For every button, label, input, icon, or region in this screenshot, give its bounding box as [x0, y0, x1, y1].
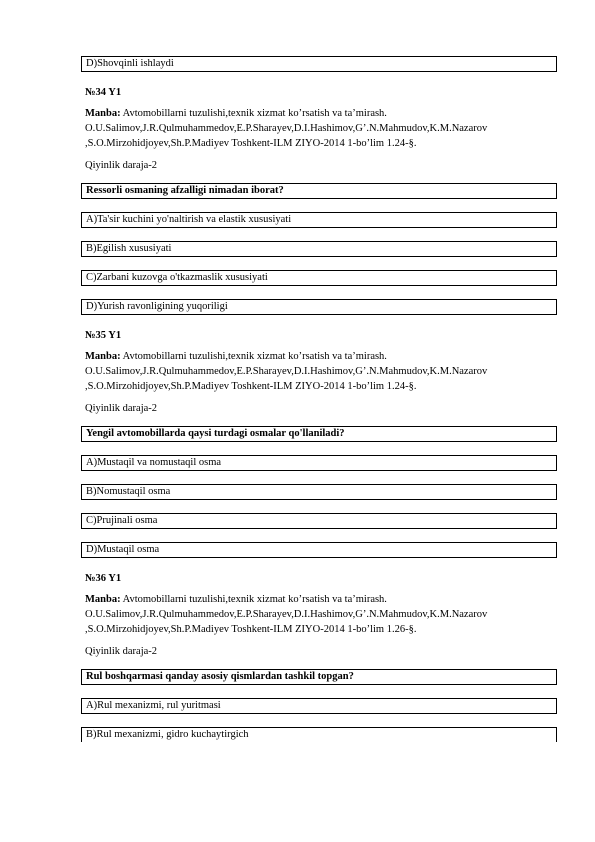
- answer-option-d: D)Yurish ravonligining yuqoriligi: [81, 299, 557, 315]
- answer-option-d: D)Mustaqil osma: [81, 542, 557, 558]
- source-authors-line1: O.U.Salimov,J.R.Qulmuhammedov,E.P.Sharayev,D.I.Hashimov,G’.N.Mahmudov,K.M.Nazarov: [85, 123, 488, 134]
- source-authors-line1: O.U.Salimov,J.R.Qulmuhammedov,E.P.Sharayev,D.I.Hashimov,G’.N.Mahmudov,K.M.Nazarov: [85, 609, 488, 620]
- question-text: Yengil avtomobillarda qaysi turdagi osmalar qo'llaniladi?: [81, 426, 557, 442]
- source-citation: [81, 106, 557, 151]
- question-text: Ressorli osmaning afzalligi nimadan iborat?: [81, 183, 557, 199]
- source-title: Avtomobillarni tuzulishi,texnik xizmat ko’rsatish va ta’mirash.: [122, 108, 387, 119]
- question-block-34: [81, 86, 557, 315]
- source-title: Avtomobillarni tuzulishi,texnik xizmat ko’rsatish va ta’mirash.: [122, 351, 387, 362]
- source-citation: [81, 349, 557, 394]
- source-authors-line2: ,S.O.Mirzohidjoyev,Sh.P.Madiyev Toshkent-ILM ZIYO-2014 1-bo’lim 1.24-§.: [85, 381, 417, 392]
- answer-option-c: C)Prujinali osma: [81, 513, 557, 529]
- difficulty-level: Qiyinlik daraja-2: [85, 646, 158, 657]
- difficulty-level: Qiyinlik daraja-2: [85, 403, 158, 414]
- answer-option-b: B)Nomustaqil osma: [81, 484, 557, 500]
- source-label: Manba:: [85, 108, 121, 119]
- source-citation: [81, 592, 557, 637]
- question-block-36: [81, 572, 557, 742]
- answer-option-a: A)Ta'sir kuchini yo'naltirish va elastik xususiyati: [81, 212, 557, 228]
- answer-option-a: A)Mustaqil va nomustaqil osma: [81, 455, 557, 471]
- source-title: Avtomobillarni tuzulishi,texnik xizmat ko’rsatish va ta’mirash.: [122, 594, 387, 605]
- document-page: [81, 56, 557, 742]
- answer-option-a: A)Rul mexanizmi, rul yuritmasi: [81, 698, 557, 714]
- source-label: Manba:: [85, 594, 121, 605]
- answer-option-b: B)Egilish xususiyati: [81, 241, 557, 257]
- answer-option-b: B)Rul mexanizmi, gidro kuchaytirgich: [81, 727, 557, 742]
- source-label: Manba:: [85, 351, 121, 362]
- source-authors-line2: ,S.O.Mirzohidjoyev,Sh.P.Madiyev Toshkent-ILM ZIYO-2014 1-bo’lim 1.24-§.: [85, 138, 417, 149]
- source-authors-line1: O.U.Salimov,J.R.Qulmuhammedov,E.P.Sharayev,D.I.Hashimov,G’.N.Mahmudov,K.M.Nazarov: [85, 366, 488, 377]
- question-number: №35 Y1: [85, 330, 122, 341]
- question-text: Rul boshqarmasi qanday asosiy qismlardan tashkil topgan?: [81, 669, 557, 685]
- source-authors-line2: ,S.O.Mirzohidjoyev,Sh.P.Madiyev Toshkent-ILM ZIYO-2014 1-bo’lim 1.26-§.: [85, 624, 417, 635]
- difficulty-level: Qiyinlik daraja-2: [85, 160, 158, 171]
- answer-option-d: D)Shovqinli ishlaydi: [81, 56, 557, 72]
- answer-option-c: C)Zarbani kuzovga o'tkazmaslik xususiyati: [81, 270, 557, 286]
- question-number: №36 Y1: [85, 573, 122, 584]
- question-block-35: [81, 329, 557, 558]
- question-number: №34 Y1: [85, 87, 122, 98]
